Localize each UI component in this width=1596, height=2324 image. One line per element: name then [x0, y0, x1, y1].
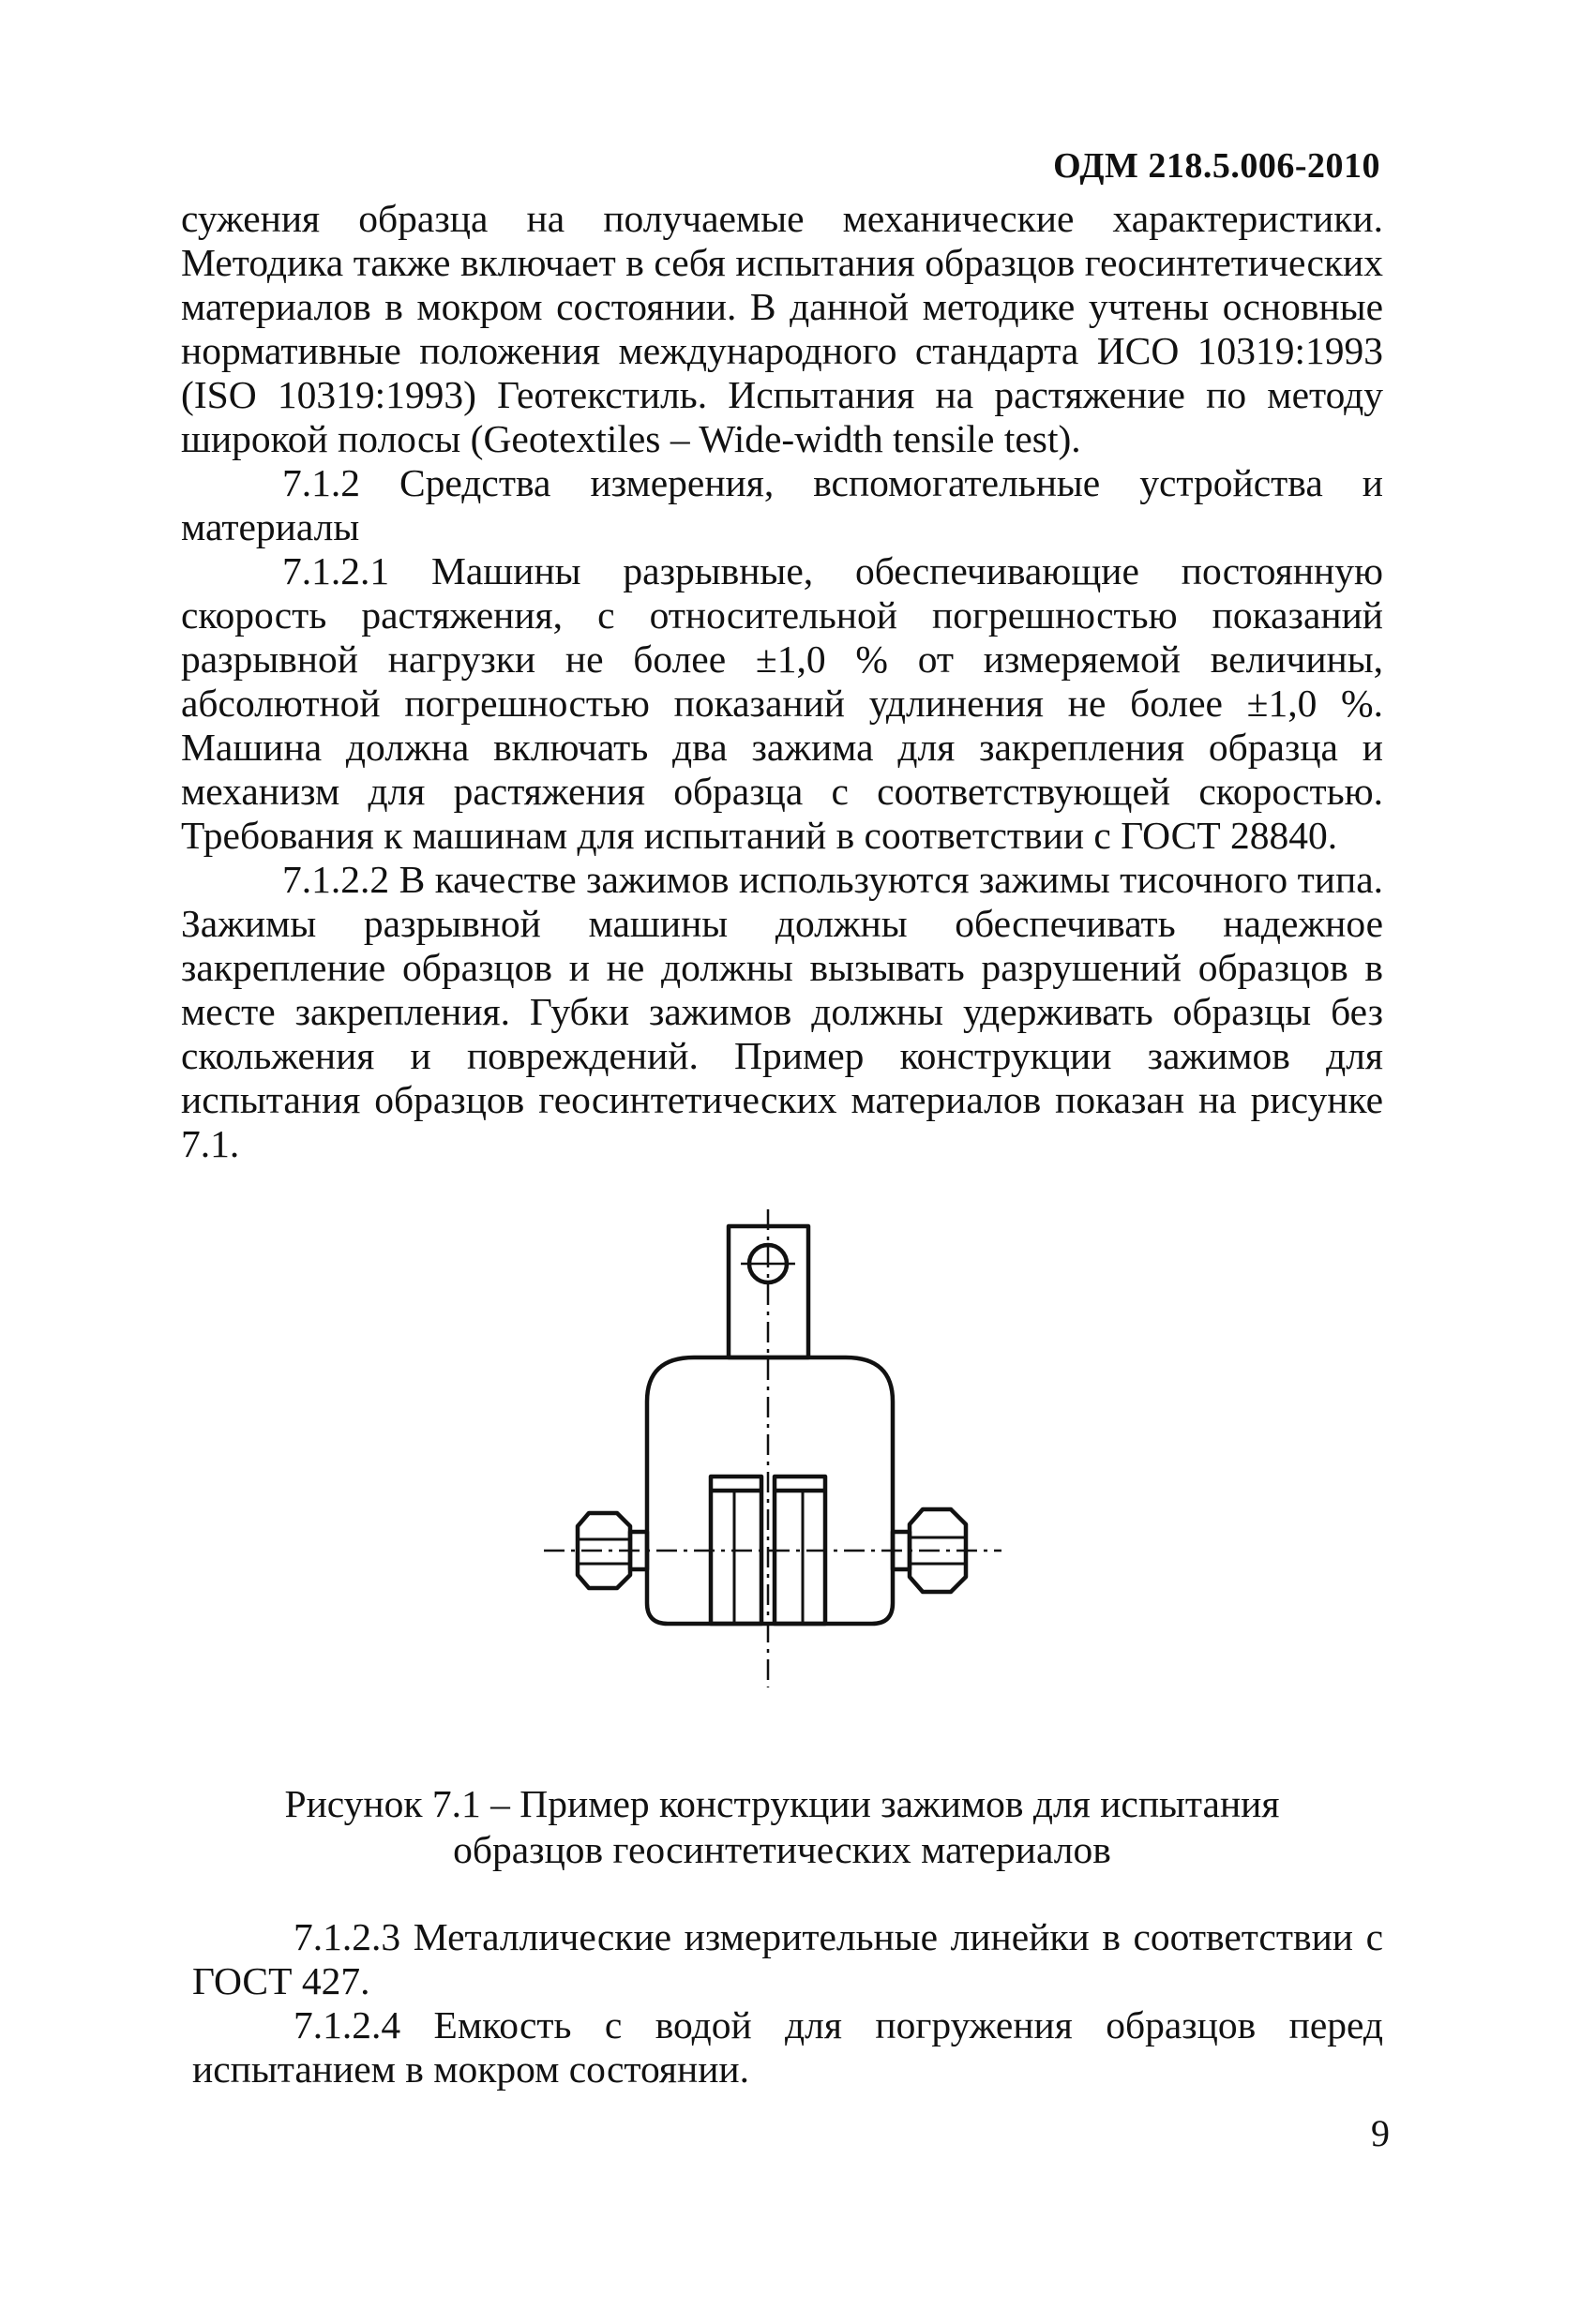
clamp-body	[647, 1357, 893, 1624]
clamp-diagram	[544, 1209, 1031, 1734]
body-text-top	[181, 197, 1383, 1166]
figure-caption-line-2: образцов геосинтетических материалов	[453, 1828, 1111, 1871]
clamp-diagram-figure	[544, 1209, 1031, 1734]
paragraph-7-1-2: 7.1.2 Средства измерения, вспомогательные устройства и материалы	[181, 461, 1383, 548]
paragraph-7-1-2-4: 7.1.2.4 Емкость с водой для погружения образцов перед испытанием в мокром состоянии.	[192, 2003, 1383, 2091]
page-number: 9	[1371, 2112, 1390, 2154]
document-code-header: ОДМ 218.5.006-2010	[1053, 146, 1380, 186]
paragraph-continuation: сужения образца на получаемые механические характеристики. Методика также включает в себя испытания образцов геосинтетических материалов в мокром состоянии. В данной методике учтены основные нормативные положения международного стандарта ИСО 10319:1993 (ISO 10319:1993) Геотекстиль. Испытания на растяжение по методу широкой полосы (Geotextiles – Wide-width tensile test).	[181, 197, 1383, 460]
paragraph-7-1-2-2: 7.1.2.2 В качестве зажимов используются зажимы тисочного типа. Зажимы разрывной машины должны обеспечивать надежное закрепление образцов и не должны вызывать разрушений образцов в месте закрепления. Губки зажимов должны удерживать образцы без скольжения и повреждений. Пример конструкции зажимов для испытания образцов геосинтетических материалов показан на рисунке 7.1.	[181, 858, 1383, 1165]
paragraph-7-1-2-3: 7.1.2.3 Металлические измерительные линейки в соответствии с ГОСТ 427.	[192, 1915, 1383, 2002]
paragraph-7-1-2-1: 7.1.2.1 Машины разрывные, обеспечивающие постоянную скорость растяжения, с относительной погрешностью показаний разрывной нагрузки не более ±1,0 % от измеряемой величины, абсолютной погрешностью показаний удлинения не более ±1,0 %. Машина должна включать два зажима для закрепления образца и механизм для растяжения образца с соответствующей скоростью. Требования к машинам для испытаний в соответствии с ГОСТ 28840.	[181, 549, 1383, 857]
figure-caption	[181, 1781, 1383, 1873]
body-text-bottom	[192, 1915, 1383, 2092]
figure-caption-line-1: Рисунок 7.1 – Пример конструкции зажимов для испытания	[284, 1782, 1280, 1825]
